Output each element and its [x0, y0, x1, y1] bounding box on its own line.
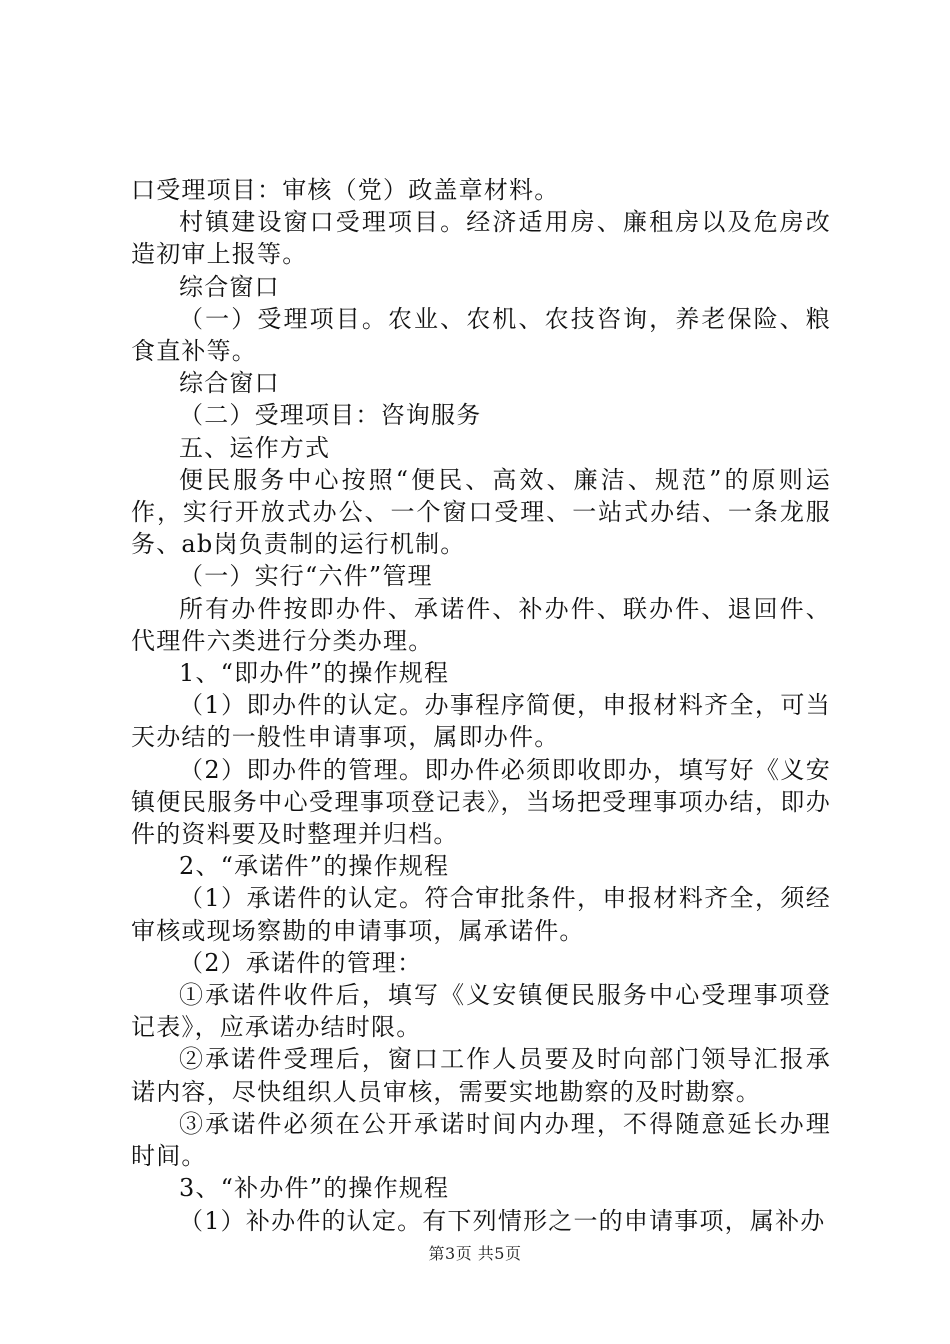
paragraph: ①承诺件收件后，填写《义安镇便民服务中心受理事项登记表》，应承诺办结时限。	[131, 981, 831, 1042]
paragraph: （2）即办件的管理。即办件必须即收即办，填写好《义安镇便民服务中心受理事项登记表》，当场把受理事项办结，即办件的资料要及时整理并归档。	[131, 755, 831, 849]
paragraph: （一）受理项目。农业、农机、农技咨询，养老保险、粮食直补等。	[131, 304, 831, 366]
paragraph: （1）补办件的认定。有下列情形之一的申请事项，属补办	[179, 1206, 826, 1235]
paragraph: ③承诺件必须在公开承诺时间内办理，不得随意延长办理时间。	[131, 1109, 831, 1171]
paragraph: 1、“即办件”的操作规程	[179, 659, 450, 688]
paragraph: （1）即办件的认定。办事程序简便，申报材料齐全，可当天办结的一般性申请事项，属即办件。	[131, 691, 831, 752]
paragraph: ②承诺件受理后，窗口工作人员要及时向部门领导汇报承诺内容，尽快组织人员审核，需要实地勘察的及时勘察。	[131, 1045, 831, 1106]
paragraph: 综合窗口	[179, 369, 280, 398]
paragraph: 村镇建设窗口受理项目。经济适用房、廉租房以及危房改造初审上报等。	[131, 208, 831, 269]
paragraph: 2、“承诺件”的操作规程	[179, 852, 450, 881]
paragraph: 五、运作方式	[179, 433, 331, 462]
paragraph: （一）实行“六件”管理	[179, 562, 433, 591]
paragraph: 所有办件按即办件、承诺件、补办件、联办件、退回件、代理件六类进行分类办理。	[131, 594, 831, 655]
page-footer: 第3页 共5页	[428, 1244, 522, 1263]
paragraph: 便民服务中心按照“便民、高效、廉洁、规范”的原则运作，实行开放式办公、一个窗口受理、一站式办结、一条龙服务、ab岗负责制的运行机制。	[131, 465, 831, 559]
paragraph: 口受理项目：审核（党）政盖章材料。	[131, 176, 560, 204]
paragraph: 3、“补办件”的操作规程	[179, 1174, 450, 1203]
paragraph: 综合窗口	[179, 272, 280, 301]
paragraph: （二）受理项目：咨询服务	[179, 401, 482, 430]
document-body	[131, 174, 831, 1237]
paragraph: （1）承诺件的认定。符合审批条件，申报材料齐全，须经审核或现场察勘的申请事项，属承诺件。	[131, 884, 831, 945]
paragraph: （2）承诺件的管理：	[179, 948, 423, 977]
